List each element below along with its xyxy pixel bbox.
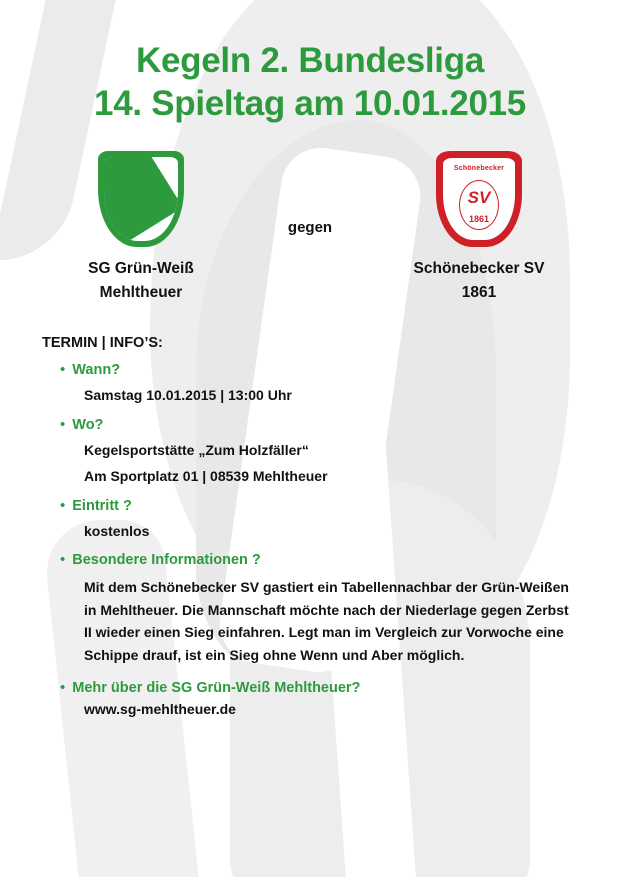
- info-item-mehr: [42, 679, 578, 717]
- bullet-icon: •: [60, 415, 66, 433]
- info-answer: Am Sportplatz 01 | 08539 Mehltheuer: [84, 468, 328, 485]
- versus-label: gegen: [287, 219, 333, 237]
- bullet-icon: •: [60, 551, 66, 569]
- info-item-wann: [42, 361, 578, 406]
- info-answer: Samstag 10.01.2015 | 13:00 Uhr: [84, 387, 292, 404]
- away-crest-center-text: SV: [467, 188, 491, 208]
- info-answer-paragraph: Mit dem Schönebecker SV gastiert ein Tabellennachbar der Grün-Weißen in Mehltheuer. Die Mannschaft möchte nach der Niederlage gegen Zerbst II wieder einen Sieg einfahren. Legt man im Vergleich zur Vorwoche eine Schippe drauf, ist ein Sieg ohne Wenn und Aber möglich.: [84, 579, 569, 664]
- info-question: Eintritt ?: [72, 497, 132, 514]
- away-team-name: [374, 257, 584, 304]
- away-crest-year-text: 1861: [468, 214, 490, 225]
- website-link[interactable]: www.sg-mehltheuer.de: [84, 700, 236, 717]
- info-item-eintritt: [42, 497, 578, 542]
- info-section: [42, 335, 578, 716]
- info-question: Besondere Informationen ?: [72, 552, 261, 569]
- home-team-name-line1: SG Grün-Weiß: [88, 260, 194, 278]
- away-team-name-line1: Schönebecker SV: [413, 260, 545, 278]
- away-crest: [374, 151, 584, 247]
- home-crest-text: SGM: [124, 160, 158, 177]
- crest-badge-icon: [436, 151, 522, 247]
- poster-title: [0, 0, 620, 125]
- title-line-2: 14. Spieltag am 10.01.2015: [94, 83, 526, 123]
- bullet-icon: •: [60, 361, 66, 379]
- bullet-icon: •: [60, 678, 66, 696]
- info-question: Wo?: [72, 416, 104, 433]
- home-team-name: [36, 257, 246, 304]
- info-question: Wann?: [72, 362, 121, 379]
- info-heading: TERMIN | INFO’S:: [42, 335, 163, 352]
- title-line-1: Kegeln 2. Bundesliga: [136, 41, 484, 80]
- bullet-icon: •: [60, 496, 66, 514]
- away-crest-arc-text: Schönebecker: [453, 165, 505, 173]
- match-teams: [0, 151, 620, 331]
- info-answer: kostenlos: [84, 522, 150, 539]
- info-item-wo: [42, 416, 578, 488]
- info-question: Mehr über die SG Grün-Weiß Mehltheuer?: [72, 679, 361, 696]
- away-team-name-line2: 1861: [461, 283, 497, 301]
- away-team: [374, 151, 584, 304]
- info-item-besondere: [42, 551, 578, 666]
- info-answer: Kegelsportstätte „Zum Holzfäller“: [84, 441, 309, 458]
- home-team-name-line2: Mehltheuer: [99, 283, 183, 301]
